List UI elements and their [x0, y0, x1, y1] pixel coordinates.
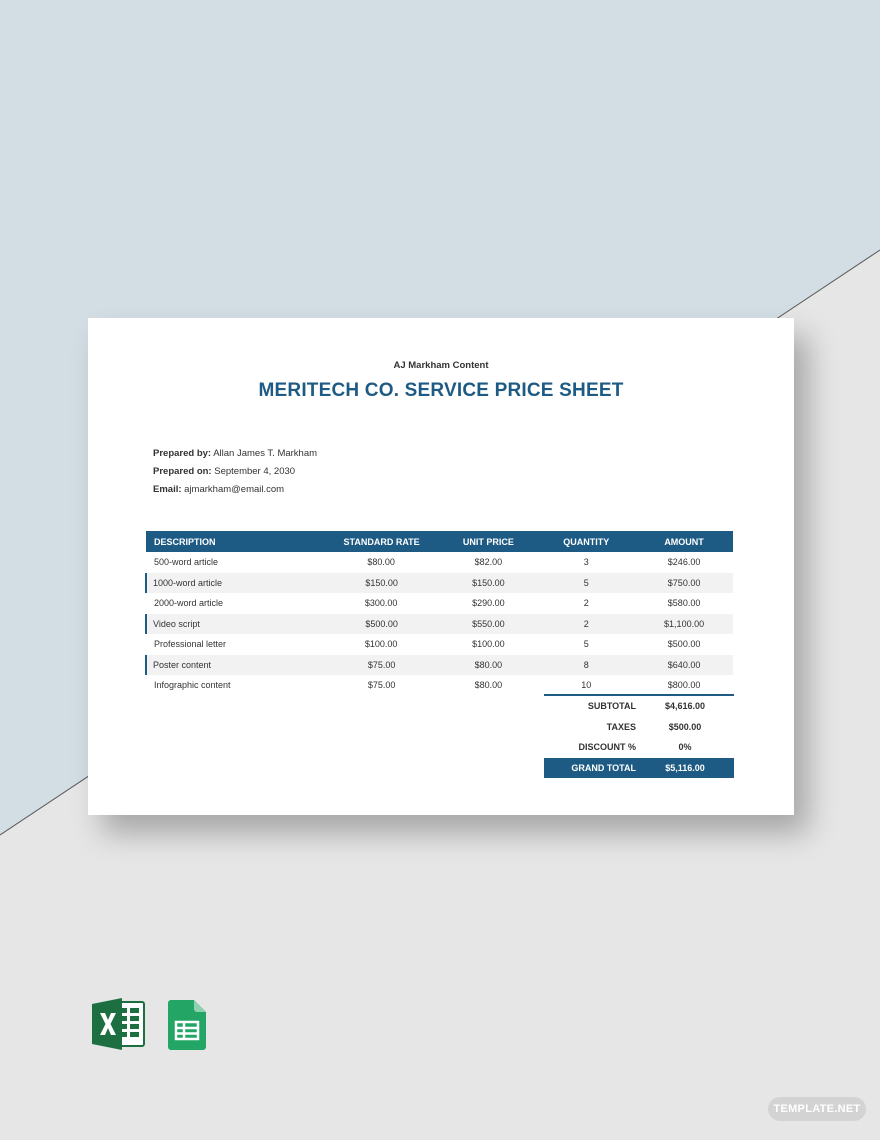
column-header-standard-rate: STANDARD RATE	[324, 531, 440, 552]
cell-description: 1000-word article	[146, 573, 324, 594]
grand-total-label: GRAND TOTAL	[571, 762, 636, 773]
table-header-row	[146, 531, 733, 552]
cell-unit-price: $80.00	[439, 655, 537, 676]
column-header-quantity: QUANTITY	[537, 531, 635, 552]
discount-label: DISCOUNT %	[578, 742, 636, 752]
column-header-description: DESCRIPTION	[146, 531, 324, 552]
table-row	[146, 655, 733, 676]
cell-amount: $800.00	[667, 680, 701, 691]
subtotal-value: $4,616.00	[664, 701, 706, 711]
meta-value: September 4, 2030	[214, 465, 296, 477]
meta-label: Prepared by:	[153, 448, 212, 459]
cell-quantity: 2	[537, 614, 635, 635]
cell-description: Infographic content	[154, 680, 231, 691]
cell-quantity: 10	[581, 680, 592, 691]
totals-block	[544, 694, 734, 778]
cell-standard-rate: $80.00	[367, 557, 395, 568]
cell-description: 2000-word article	[154, 598, 224, 609]
cell-description: Professional letter	[154, 639, 227, 650]
cell-unit-price: $550.00	[439, 614, 537, 635]
table-row	[146, 573, 733, 594]
column-header-amount: AMOUNT	[635, 531, 733, 552]
table-row	[146, 675, 733, 696]
cell-description: 500-word article	[154, 557, 219, 568]
cell-standard-rate: $150.00	[324, 573, 440, 594]
page-title: MERITECH CO. SERVICE PRICE SHEET	[258, 380, 624, 401]
table-row	[146, 614, 733, 635]
cell-amount: $246.00	[667, 557, 701, 568]
subtotal-label: SUBTOTAL	[587, 701, 636, 711]
meta-email	[153, 481, 317, 499]
cell-unit-price: $82.00	[474, 557, 503, 568]
cell-amount: $580.00	[667, 598, 701, 609]
meta-label: Email:	[153, 483, 182, 495]
cell-standard-rate: $300.00	[364, 598, 398, 609]
discount-value: 0%	[678, 742, 692, 752]
cell-standard-rate: $75.00	[367, 680, 396, 691]
cell-description: Video script	[146, 614, 324, 635]
cell-amount: $1,100.00	[635, 614, 733, 635]
cell-quantity: 2	[583, 598, 589, 609]
price-sheet-document	[88, 318, 794, 815]
company-name: AJ Markham Content	[393, 360, 489, 371]
meta-value: Allan James T. Markham	[213, 448, 318, 459]
cell-unit-price: $100.00	[472, 639, 505, 650]
discount-row	[544, 737, 734, 758]
cell-quantity: 5	[583, 639, 589, 650]
subtotal-row	[544, 696, 734, 717]
cell-unit-price: $150.00	[439, 573, 537, 594]
cell-unit-price: $80.00	[474, 680, 503, 691]
meta-prepared-on	[153, 463, 317, 481]
cell-amount: $750.00	[635, 573, 733, 594]
meta-prepared-by	[153, 445, 317, 463]
column-header-unit-price: UNIT PRICE	[439, 531, 537, 552]
cell-standard-rate: $75.00	[324, 655, 440, 676]
cell-unit-price: $290.00	[472, 598, 505, 609]
cell-standard-rate: $500.00	[324, 614, 440, 635]
cell-description: Poster content	[146, 655, 324, 676]
taxes-row	[544, 717, 734, 738]
grand-total-value: $5,116.00	[665, 762, 705, 773]
excel-icon	[92, 998, 146, 1050]
price-table	[145, 531, 733, 696]
table-row	[146, 593, 733, 614]
cell-quantity: 8	[537, 655, 635, 676]
cell-quantity: 3	[583, 557, 589, 568]
meta-label: Prepared on:	[153, 465, 212, 477]
watermark-badge: TEMPLATE.NET	[768, 1097, 866, 1121]
document-meta	[153, 445, 317, 498]
table-row	[146, 634, 733, 655]
cell-quantity: 5	[537, 573, 635, 594]
cell-amount: $500.00	[667, 639, 701, 650]
grand-total-row	[544, 758, 734, 779]
table-row	[146, 552, 733, 573]
taxes-label: TAXES	[606, 721, 636, 732]
taxes-value: $500.00	[668, 721, 702, 732]
meta-value: ajmarkham@email.com	[184, 483, 285, 495]
cell-standard-rate: $100.00	[364, 639, 398, 650]
cell-amount: $640.00	[635, 655, 733, 676]
google-sheets-icon	[168, 1000, 206, 1050]
